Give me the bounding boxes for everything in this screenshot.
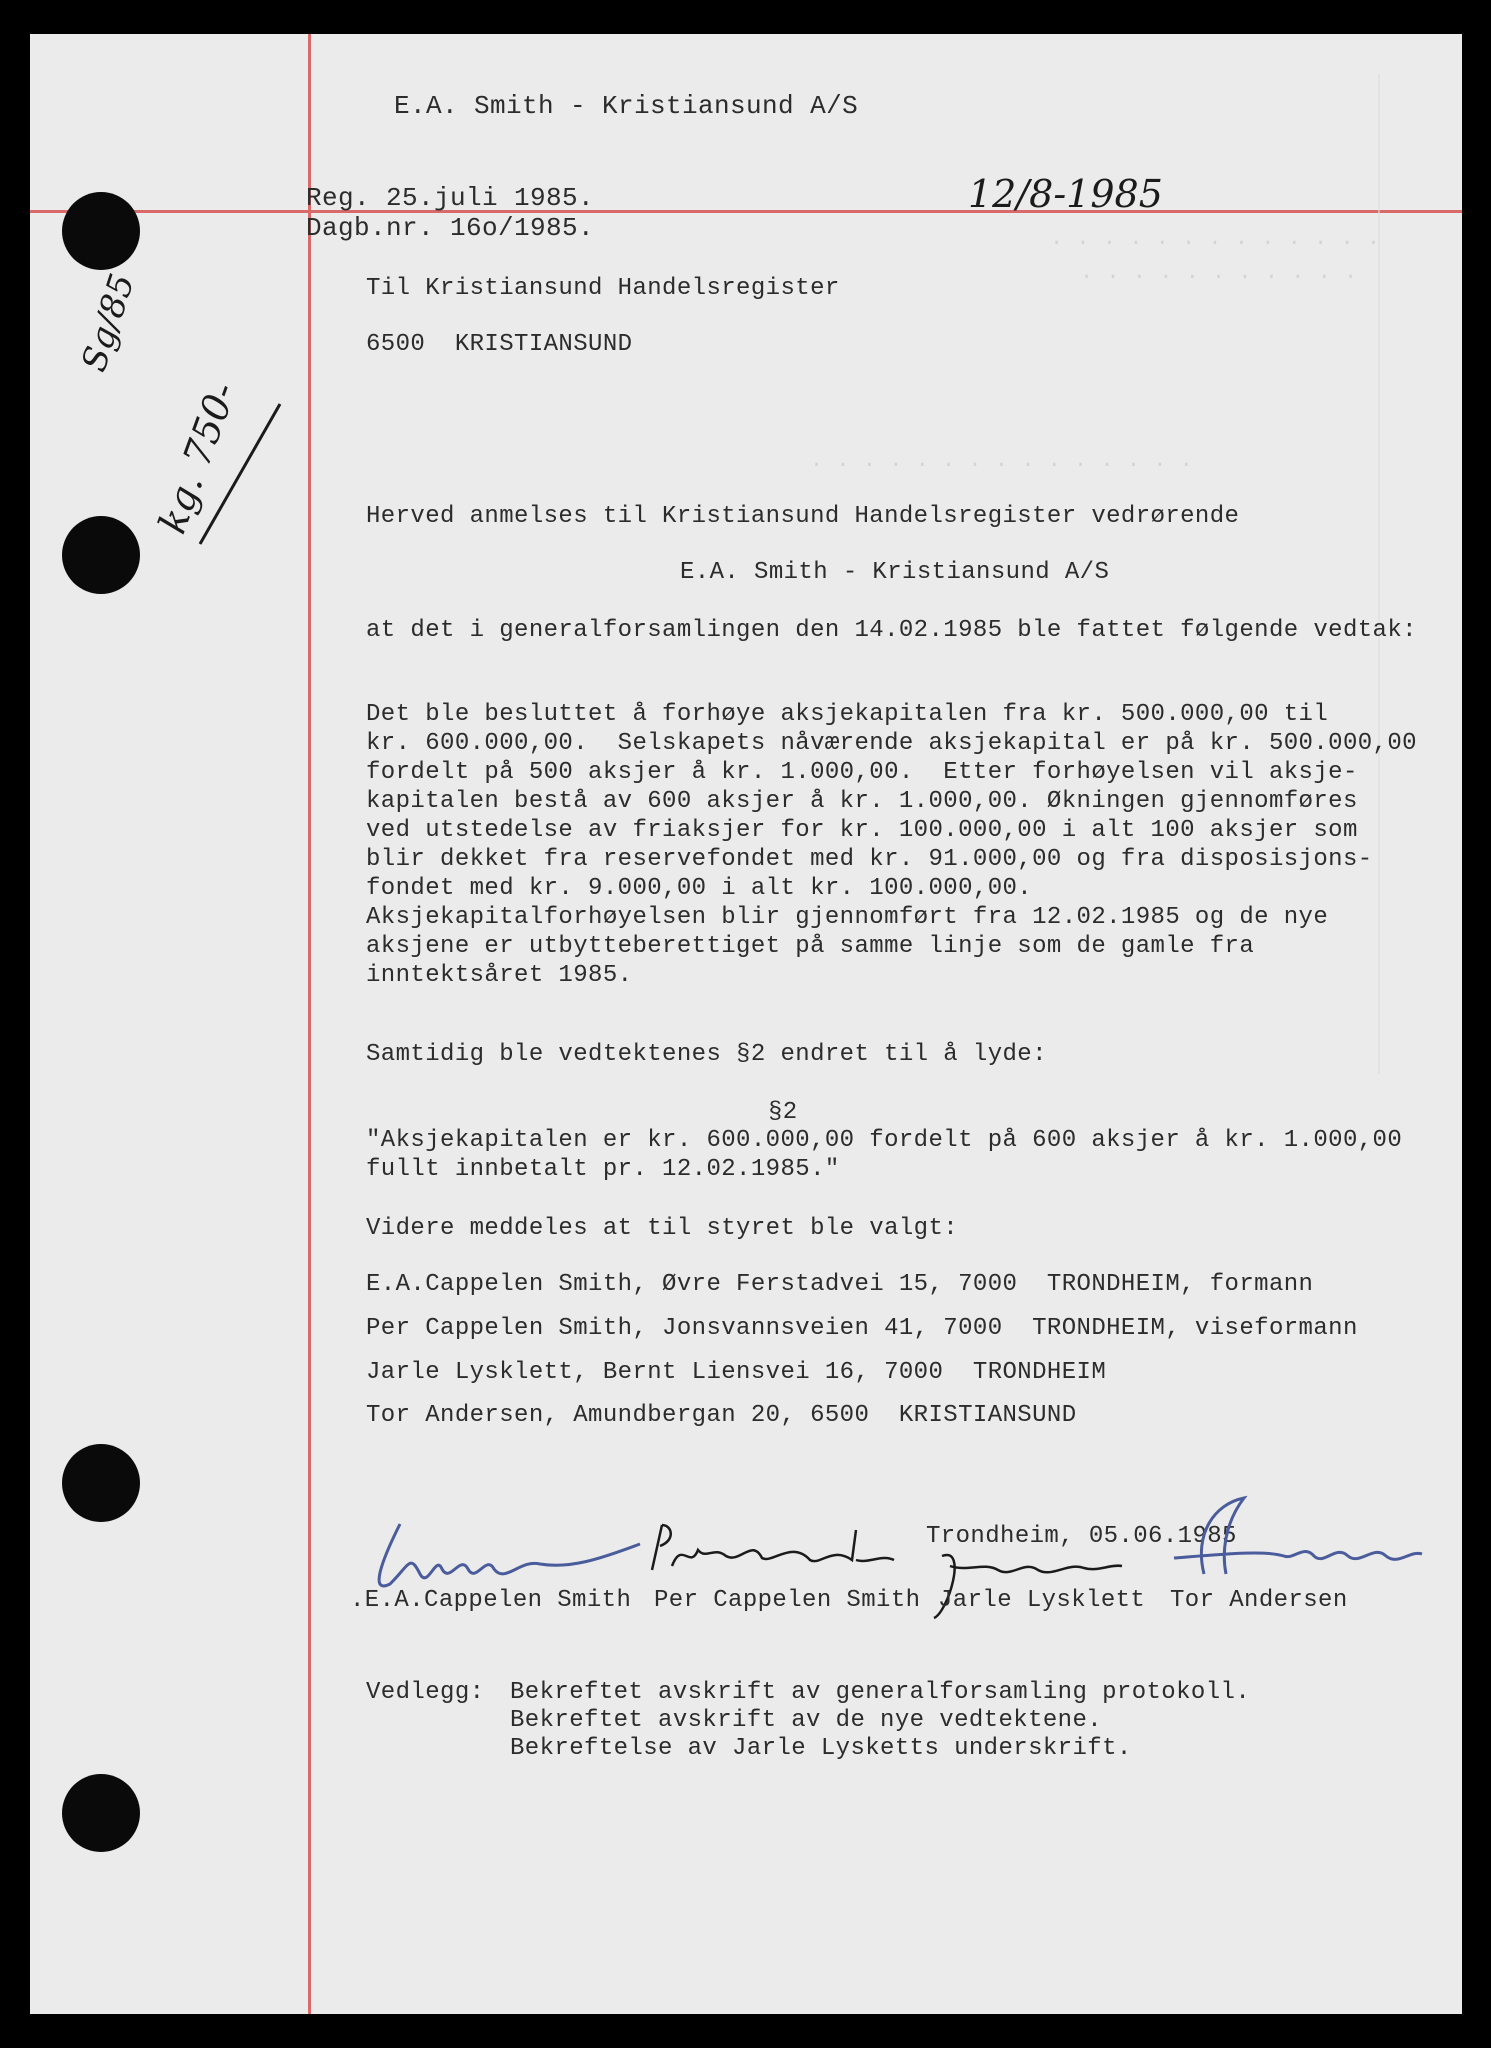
bylaw-line: "Aksjekapitalen er kr. 600.000,00 fordelt på 600 aksjer å kr. 1.000,00 (366, 1127, 1403, 1154)
red-header-rule (30, 210, 1462, 213)
document-page (30, 34, 1462, 2014)
board-member: Per Cappelen Smith, Jonsvannsveien 41, 7000 TRONDHEIM, viseformann (366, 1315, 1358, 1342)
letterhead-company: E.A. Smith - Kristiansund A/S (394, 91, 859, 121)
board-member: Tor Andersen, Amundbergan 20, 6500 KRISTIANSUND (366, 1402, 1077, 1429)
paragraph-line: kapitalen bestå av 600 aksjer å kr. 1.000,00. Økningen gjennomføres (366, 788, 1358, 815)
signature-per-cappelen-smith (642, 1520, 902, 1590)
signatory-name: Jarle Lysklett (938, 1587, 1146, 1614)
paragraph-line: inntektsåret 1985. (366, 962, 633, 989)
paragraph-line: kr. 600.000,00. Selskapets nåværende aksjekapital er på kr. 500.000,00 (366, 730, 1417, 757)
punch-hole (62, 192, 140, 270)
paragraph-line: aksjene er utbytteberettiget på samme linje som de gamle fra (366, 933, 1255, 960)
board-member: E.A.Cappelen Smith, Øvre Ferstadvei 15, 7000 TRONDHEIM, formann (366, 1271, 1314, 1298)
margin-note: kg. 750- (150, 376, 246, 540)
board-member: Jarle Lysklett, Bernt Liensvei 16, 7000 TRONDHEIM (366, 1359, 1107, 1386)
punch-hole (62, 1774, 140, 1852)
section-mark: §2 (768, 1099, 798, 1126)
margin-note: Sg/85 (74, 269, 143, 377)
recipient-city: 6500 KRISTIANSUND (366, 331, 633, 358)
margin-pen-stroke (180, 394, 300, 554)
bleed-through-border (1378, 74, 1460, 1074)
red-margin-rule (308, 34, 311, 2014)
attachment-item: Bekreftelse av Jarle Lysketts underskrift. (510, 1735, 1132, 1762)
paragraph-line: Aksjekapitalforhøyelsen blir gjennomført fra 12.02.1985 og de nye (366, 904, 1329, 931)
bylaws-intro: Samtidig ble vedtektenes §2 endret til å lyde: (366, 1041, 1047, 1068)
paragraph-line: ved utstedelse av friaksjer for kr. 100.000,00 i alt 100 aksjer som (366, 817, 1358, 844)
punch-hole (62, 1444, 140, 1522)
bleed-through-mark: . . . . . . . . . . . . . . . (810, 448, 1193, 473)
journal-number: Dagb.nr. 16o/1985. (306, 213, 595, 243)
paragraph-line: Det ble besluttet å forhøye aksjekapitalen fra kr. 500.000,00 til (366, 701, 1329, 728)
paragraph-line: blir dekket fra reservefondet med kr. 91.000,00 og fra disposisjons- (366, 846, 1373, 873)
handwritten-stamp-date: 12/8-1985 (968, 172, 1163, 216)
bylaw-line: fullt innbetalt pr. 12.02.1985." (366, 1156, 840, 1183)
punch-hole (62, 516, 140, 594)
bleed-through-mark: . . . . . . . . . . . . . (1050, 226, 1381, 251)
recipient-name: Til Kristiansund Handelsregister (366, 275, 840, 302)
signatory-name: .E.A.Cappelen Smith (350, 1587, 632, 1614)
company-centered: E.A. Smith - Kristiansund A/S (680, 559, 1110, 586)
signatory-name: Per Cappelen Smith (654, 1587, 921, 1614)
bleed-through-mark: . . . . . . . . . . . (1080, 260, 1358, 285)
attachments-label: Vedlegg: (366, 1679, 485, 1706)
signatory-name: Tor Andersen (1170, 1587, 1348, 1614)
intro-line: Herved anmelses til Kristiansund Handelsregister vedrørende (366, 503, 1240, 530)
attachment-item: Bekreftet avskrift av generalforsamling protokoll. (510, 1679, 1251, 1706)
board-intro: Videre meddeles at til styret ble valgt: (366, 1215, 959, 1242)
resolution-line: at det i generalforsamlingen den 14.02.1985 ble fattet følgende vedtak: (366, 617, 1417, 644)
registration-date: Reg. 25.juli 1985. (306, 183, 595, 213)
place-date: Trondheim, 05.06.1985 (926, 1523, 1237, 1550)
attachment-item: Bekreftet avskrift av de nye vedtektene. (510, 1707, 1103, 1734)
paragraph-line: fondet med kr. 9.000,00 i alt kr. 100.000,00. (366, 875, 1033, 902)
paragraph-line: fordelt på 500 aksjer å kr. 1.000,00. Etter forhøyelsen vil aksje- (366, 759, 1358, 786)
